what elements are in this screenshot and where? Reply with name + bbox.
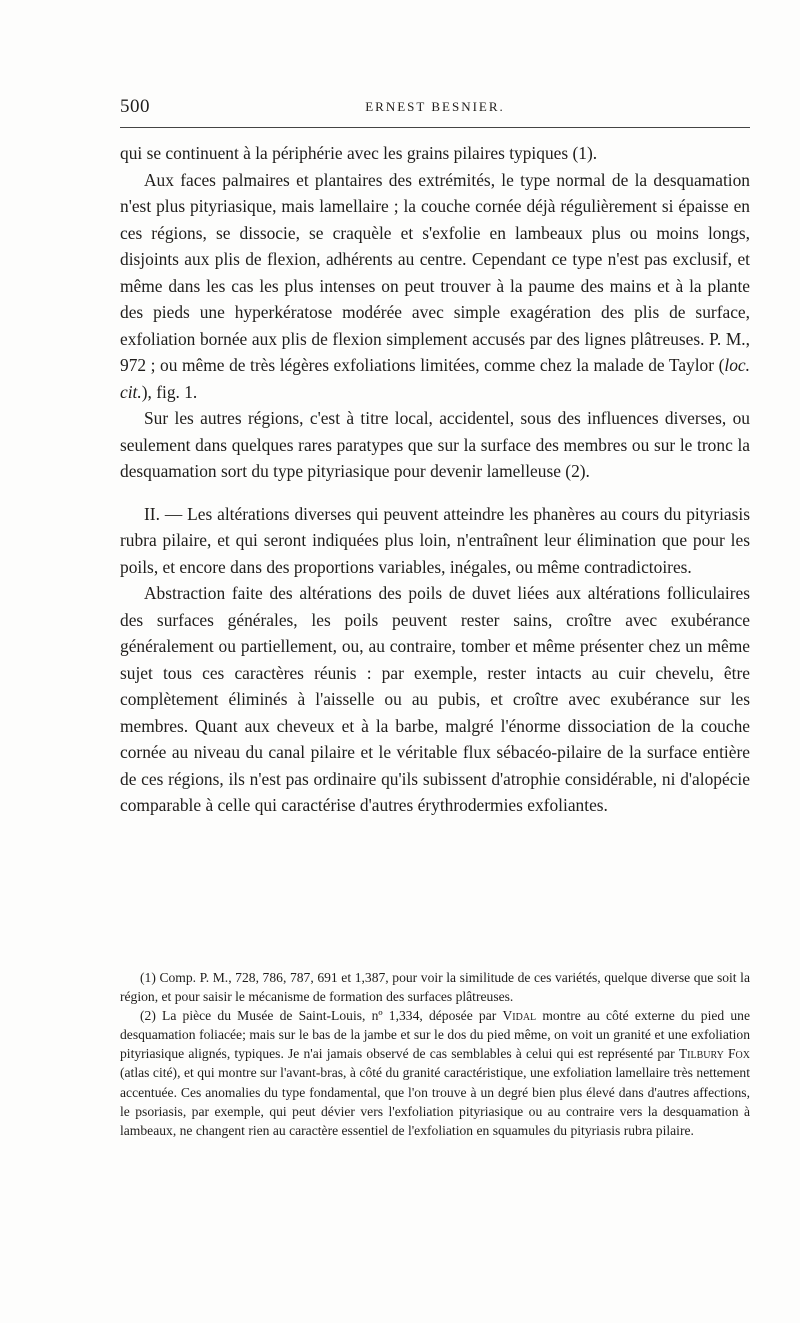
paragraph-4: II. — Les altérations diverses qui peuvent atteindre les phanères au cours du pityriasis rubra pilaire, et qui seront indiquées plus loin, n'entraînent leur élimination que pour les poils, et encore dans des proportions variables, inégales, ou même contradictoires.	[120, 503, 750, 577]
footnote-2-name-tilbury-fox: Tilbury Fox	[678, 1046, 750, 1062]
footnote-2-text-c: (atlas cité), et qui montre sur l'avant-bras, à côté du granité caractéristique, une exfoliation lamellaire très nettement accentuée. Ces anomalies du type fondamental, que l'on trouve à un degré bien plus élevé dans d'autres affections, le psoriasis, par exemple, qui peut dévier vers l'exfoliation pityriasique ou au contraire vers la desquamation à lambeaux, ne changent rien au caractère essentiel de l'exfoliation en squamules du pityriasis rubra pilaire.	[120, 1065, 750, 1138]
paragraph-5: Abstraction faite des altérations des poils de duvet liées aux altérations folliculaires des surfaces générales, les poils peuvent rester sains, croître avec exubérance généralement ou partiellement, ou, au contraire, tomber et même présenter chez un même sujet tous ces caractères réunis : par exemple, rester intacts au cuir chevelu, être complètement éliminés à l'aisselle ou au pubis, et croître avec exubérance sur les membres. Quant aux cheveux et à la barbe, malgré l'énorme dissociation de la couche cornée au niveau du canal pilaire et le véritable flux sébacéo-pilaire de la surface entière de ces régions, ils n'est pas ordinaire qu'ils subissent d'atrophie considérable, ni d'alopécie comparable à celle qui caractérise d'autres érythrodermies exfoliantes.	[120, 583, 750, 815]
header-rule	[120, 127, 750, 128]
paragraph-2-tail: ), fig. 1.	[141, 381, 198, 402]
paragraph-2	[120, 167, 750, 406]
running-title: ERNEST BESNIER.	[365, 99, 505, 114]
footnotes	[120, 968, 750, 1140]
page-number: 500	[120, 96, 150, 117]
footnote-2-name-vidal: Vidal	[502, 1008, 537, 1024]
footnote-2-text-a: (2) La pièce du Musée de Saint-Louis, nº 1,334, déposée par	[140, 1008, 503, 1024]
paragraph-1: qui se continuent à la périphérie avec les grains pilaires typiques (1).	[120, 143, 598, 163]
paragraph-3: Sur les autres régions, c'est à titre local, accidentel, sous des influences diverses, ou seulement dans quelques rares paratypes que sur la surface des membres ou sur le tronc la desquamation sort du type pityriasique pour devenir lamelleuse (2).	[120, 408, 750, 481]
page-header	[120, 96, 750, 120]
paragraph-2-text: Aux faces palmaires et plantaires des extrémités, le type normal de la desquamation n'est plus pityriasique, mais lamellaire ; la couche cornée déjà régulièrement si épaisse en ces régions, se dissocie, se craquèle et s'exfolie en lambeaux plus ou moins longs, disjoints aux plis de flexion, adhérents au centre. Cependant ce type n'est pas exclusif, et même dans les cas les plus intenses on peut trouver à la paume des mains et à la plante des pieds une hyperkératose modérée avec simple exagération des plis de surface, exfoliation bornée aux plis de flexion simplement accusés par des lignes plâtreuses. P. M., 972 ; ou même de très légères exfoliations limitées, comme chez la malade de Taylor (	[120, 169, 750, 375]
footnote-1: (1) Comp. P. M., 728, 786, 787, 691 et 1,387, pour voir la similitude de ces variétés, quelque diverse que soit la région, et pour saisir le mécanisme de formation des surfaces plâtreuses.	[120, 970, 750, 1005]
main-text	[120, 140, 750, 819]
footnote-2	[120, 1006, 750, 1140]
footnote-2-text-b: montre au côté externe du pied une desquamation foliacée; mais sur le bas de la jambe et sur le dos du pied même, on voit un granité et une exfoliation pityriasique alignés, typiques. Je n'ai jamais observé de cas semblables à celui qui est représenté par	[120, 1008, 750, 1062]
paragraph-2-citation: loc. cit.	[120, 355, 750, 402]
